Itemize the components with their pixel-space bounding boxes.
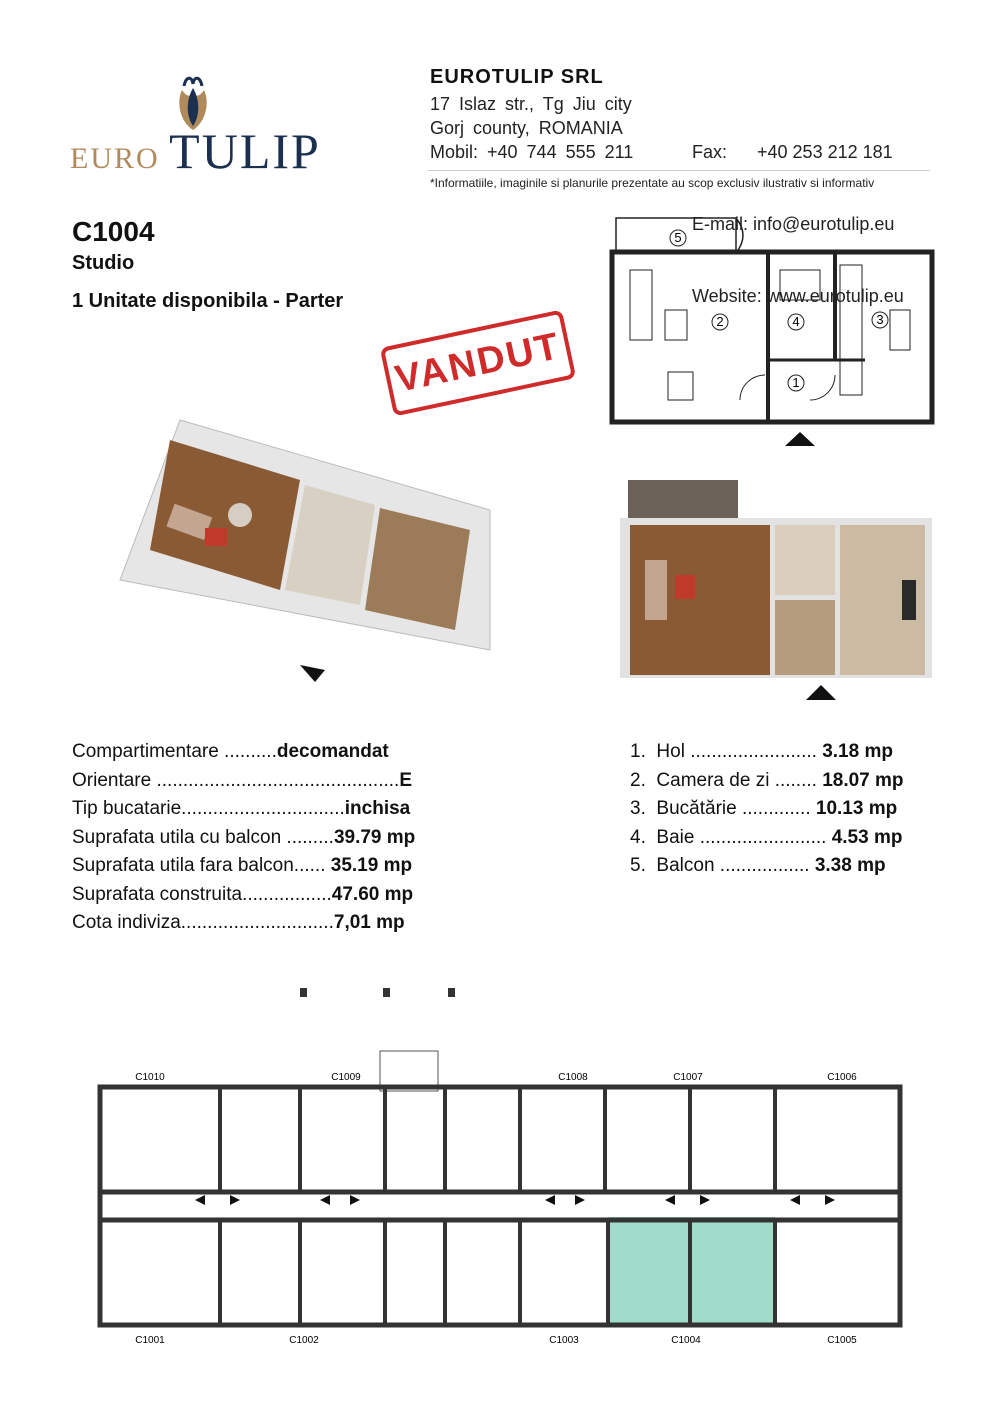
unit-label: C1010 — [135, 1072, 165, 1083]
unit-type: Studio — [72, 252, 135, 274]
contact-details: Fax: +40 253 212 181 E-mail: info@eurotulip.eu Website: www.eurotulip.eu — [692, 142, 904, 306]
room-row: 5. Balcon ................. 3.38 mp — [630, 855, 886, 876]
render-top — [620, 480, 932, 710]
disclaimer: *Informatiile, imaginile si planurile prezentate au scop exclusiv ilustrativ si informativ — [430, 176, 875, 190]
spec-row: Tip bucatarie...............................inchisa — [72, 798, 411, 819]
spec-row: Cota indiviza.............................7,01 mp — [72, 912, 405, 933]
spec-row: Compartimentare ..........decomandat — [72, 741, 389, 762]
spec-row: Suprafata construita.................47.60 mp — [72, 883, 414, 905]
contact-address: 17 Islaz str., Tg Jiu city Gorj county, ROMANIA Mobil: +40 744 555 211 — [430, 94, 634, 162]
render-3d — [110, 400, 500, 690]
rooms-list — [630, 738, 904, 881]
spec-row: Orientare ..............................................E — [72, 769, 412, 791]
room-row: 1. Hol ........................ 3.18 mp — [630, 741, 893, 762]
company-name: EUROTULIP SRL — [430, 66, 604, 88]
marker-5: 5 — [674, 230, 682, 245]
unit-code: C1004 — [72, 216, 155, 247]
spec-row: Suprafata utila fara balcon...... 35.19 mp — [72, 855, 413, 876]
marker-1: 1 — [792, 375, 800, 390]
entrance-arrow-icon — [785, 432, 815, 446]
logo-wordmark: EURO TULIP — [70, 123, 321, 179]
sold-stamp: VANDUT — [380, 309, 576, 416]
room-row: 4. Baie ........................ 4.53 mp — [630, 826, 903, 848]
unit-label: C1001 — [135, 1335, 165, 1346]
unit-label: C1002 — [289, 1335, 319, 1346]
room-row: 3. Bucătărie ............. 10.13 mp — [630, 798, 898, 819]
marker-3: 3 — [876, 312, 884, 327]
floor-plan — [600, 210, 940, 460]
unit-label: C1006 — [827, 1072, 857, 1083]
unit-label: C1004 — [671, 1335, 701, 1346]
room-row: 2. Camera de zi ........ 18.07 mp — [630, 769, 904, 791]
entrance-arrow-icon — [806, 685, 836, 700]
unit-label: C1008 — [558, 1072, 588, 1083]
specs-list — [72, 738, 415, 938]
marker-2: 2 — [716, 314, 724, 329]
unit-label: C1009 — [331, 1072, 361, 1083]
unit-label: C1003 — [549, 1335, 579, 1346]
unit-label: C1007 — [673, 1072, 703, 1083]
spec-row: Suprafata utila cu balcon .........39.79 mp — [72, 826, 416, 848]
marker-4: 4 — [792, 314, 800, 329]
unit-availability: 1 Unitate disponibila - Parter — [72, 290, 344, 312]
entrance-arrow-icon — [300, 665, 325, 682]
site-plan — [90, 985, 920, 1355]
unit-label: C1005 — [827, 1335, 857, 1346]
divider — [428, 170, 930, 171]
